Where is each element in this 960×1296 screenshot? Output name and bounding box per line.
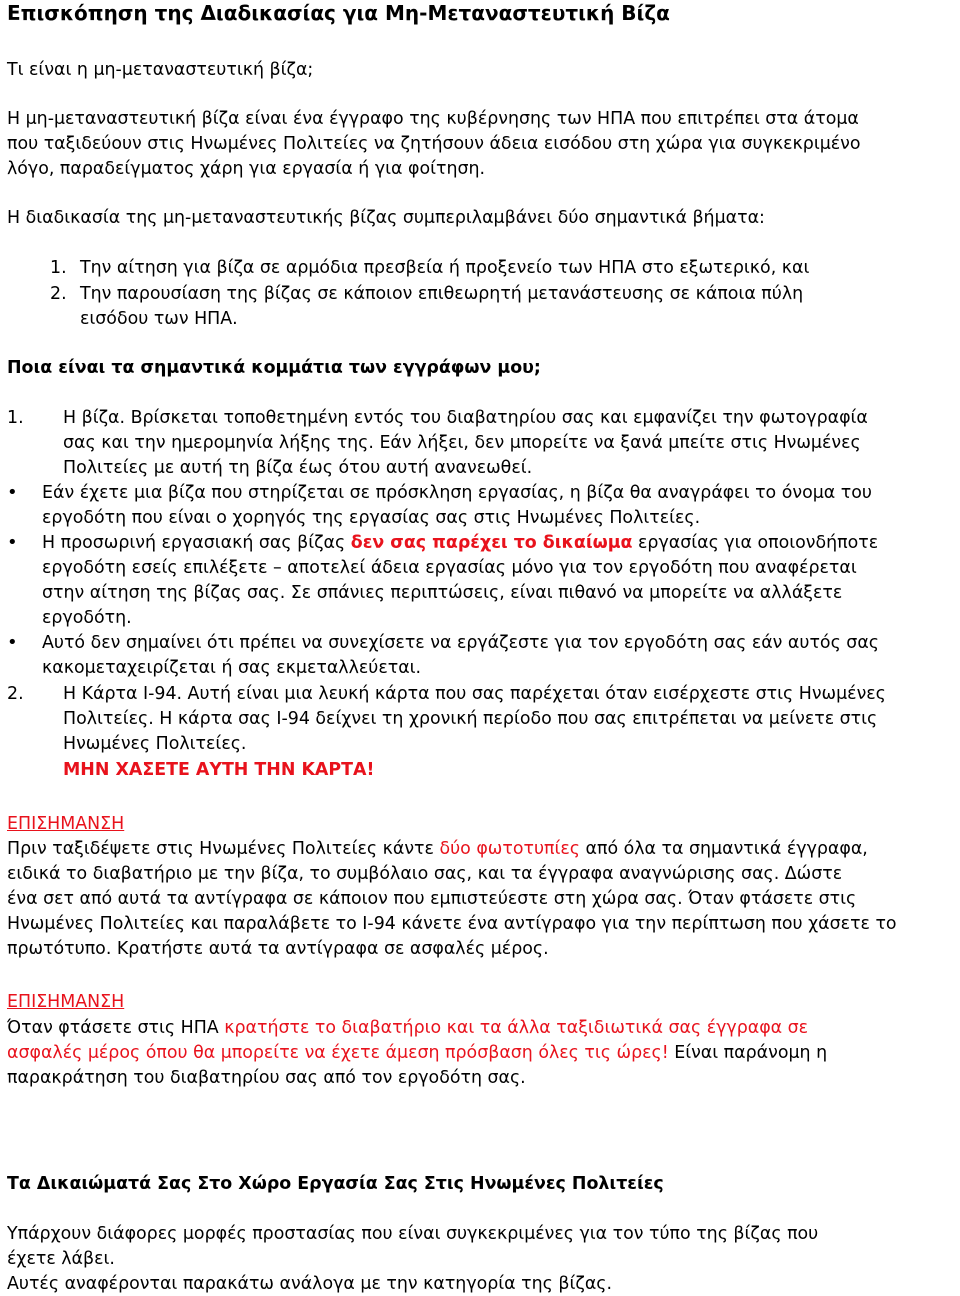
step-number: 2. — [50, 284, 67, 304]
note-text: ένα σετ από αυτά τα αντίγραφα σε κάποιον που εμπιστεύεστε στη χώρα σας. Όταν φτάσετε στις — [7, 889, 857, 909]
definition-line: λόγο, παραδείγματος χάρη για εργασία ή για φοίτηση. — [7, 159, 486, 179]
doc-number: 1. — [7, 408, 24, 428]
doc-text: Η Κάρτα I-94. Αυτή είναι μια λευκή κάρτα που σας παρέχεται όταν εισέρχεστε στις Ηνωμένες — [63, 684, 886, 704]
doc-text: Πολιτείες. Η κάρτα σας I-94 δείχνει τη χρονική περίοδο που σας επιτρέπεται να μείνετε στις — [63, 709, 878, 729]
bullet-text: στην αίτηση της βίζας σας. Σε σπάνιες περιπτώσεις, είναι πιθανό να μπορείτε να αλλάξετε — [42, 583, 843, 603]
text-run: Είναι παράνομη η — [668, 1043, 828, 1063]
step-text: Την παρουσίαση της βίζας σε κάποιον επιθεωρητή μετανάστευσης σε κάποια πύλη — [80, 284, 804, 304]
bullet-text: κακομεταχειρίζεται ή σας εκμεταλλεύεται. — [42, 658, 422, 678]
section-heading-documents: Ποια είναι τα σημαντικά κομμάτια των εγγράφων μου; — [7, 358, 541, 378]
note-text — [7, 837, 868, 861]
doc-number: 2. — [7, 684, 24, 704]
step-text: Την αίτηση για βίζα σε αρμόδια πρεσβεία ή προξενείο των ΗΠΑ στο εξωτερικό, και — [80, 258, 810, 278]
highlight-two-copies: δύο φωτοτυπίες — [439, 839, 580, 859]
definition-line: Η μη-μεταναστευτική βίζα είναι ένα έγγραφο της κυβέρνησης των ΗΠΑ που επιτρέπει στα άτομα — [7, 109, 859, 129]
text-run: Πριν ταξιδέψετε στις Ηνωμένες Πολιτείες κάντε — [7, 839, 440, 859]
bullet-text: Αυτό δεν σημαίνει ότι πρέπει να συνεχίσετε να εργάζεστε για τον εργοδότη σας εάν αυτός σας — [42, 633, 879, 653]
bullet-text: εργοδότη που είναι ο χορηγός της εργασίας σας στις Ηνωμένες Πολιτείες. — [42, 508, 701, 528]
warning-keep-card: ΜΗΝ ΧΑΣΕΤΕ ΑΥΤΗ ΤΗΝ ΚΑΡΤΑ! — [63, 760, 375, 780]
highlight-no-right: δεν σας παρέχει το δικαίωμα — [350, 533, 633, 553]
question-what-is-visa: Τι είναι η μη-μεταναστευτική βίζα; — [7, 60, 314, 80]
section-heading-rights: Τα Δικαιώματά Σας Στο Χώρο Εργασία Σας Στις Ηνωμένες Πολιτείες — [7, 1174, 664, 1194]
text-run: από όλα τα σημαντικά έγγραφα, — [579, 839, 868, 859]
text-run: εργασίας για οποιονδήποτε — [632, 533, 879, 553]
bullet-text — [42, 531, 878, 555]
rights-text: Υπάρχουν διάφορες μορφές προστασίας που είναι συγκεκριμένες για τον τύπο της βίζας που — [7, 1224, 819, 1244]
doc-text: Πολιτείες με αυτή τη βίζα έως ότου αυτή ανανεωθεί. — [63, 458, 533, 478]
text-run: Η προσωρινή εργασιακή σας βίζας — [42, 533, 351, 553]
note-text: Ηνωμένες Πολιτείες και παραλάβετε το I-94 κάνετε ένα αντίγραφο για την περίπτωση που χάσετε το — [7, 914, 897, 934]
highlight-safe-place: ασφαλές μέρος όπου θα μπορείτε να έχετε άμεση πρόσβαση όλες τις ώρες! — [7, 1043, 669, 1063]
step-number: 1. — [50, 258, 67, 278]
note-text: πρωτότυπο. Κρατήστε αυτά τα αντίγραφα σε ασφαλές μέρος. — [7, 939, 549, 959]
bullet-text: εργοδότη. — [42, 608, 132, 628]
bullet-icon: • — [7, 632, 18, 653]
doc-text: Η βίζα. Βρίσκεται τοποθετημένη εντός του διαβατηρίου σας και εμφανίζει την φωτογραφία — [63, 408, 868, 428]
note-heading: ΕΠΙΣΗΜΑΝΣΗ — [7, 992, 125, 1012]
bullet-icon: • — [7, 532, 18, 553]
rights-text: Αυτές αναφέρονται παρακάτω ανάλογα με την κατηγορία της βίζας. — [7, 1274, 613, 1294]
steps-intro: Η διαδικασία της μη-μεταναστευτικής βίζας συμπεριλαμβάνει δύο σημαντικά βήματα: — [7, 208, 765, 228]
note-text: ειδικά το διαβατήριο με την βίζα, το συμβόλαιο σας, και τα έγγραφα αναγνώρισης σας. Δώστε — [7, 864, 843, 884]
note-text — [7, 1016, 808, 1040]
bullet-text: Εάν έχετε μια βίζα που στηρίζεται σε πρόσκληση εργασίας, η βίζα θα αναγράφει το όνομα του — [42, 483, 872, 503]
text-run: Όταν φτάσετε στις ΗΠΑ — [7, 1018, 225, 1038]
note-text: παρακράτηση του διαβατηρίου σας από τον εργοδότη σας. — [7, 1068, 526, 1088]
step-text: εισόδου των ΗΠΑ. — [80, 309, 238, 329]
note-text — [7, 1041, 827, 1065]
doc-text: Ηνωμένες Πολιτείες. — [63, 734, 247, 754]
bullet-icon: • — [7, 482, 18, 503]
bullet-text: εργοδότη εσείς επιλέξετε – αποτελεί άδεια εργασίας μόνο για τον εργοδότη που αναφέρεται — [42, 558, 857, 578]
note-heading: ΕΠΙΣΗΜΑΝΣΗ — [7, 814, 125, 834]
doc-text: σας και την ημερομηνία λήξης της. Εάν λήξει, δεν μπορείτε να ξανά μπείτε στις Ηνωμένες — [63, 433, 861, 453]
page-title: Επισκόπηση της Διαδικασίας για Μη-Μεταναστευτική Βίζα — [7, 1, 670, 25]
rights-text: έχετε λάβει. — [7, 1249, 115, 1269]
highlight-keep-passport: κρατήστε το διαβατήριο και τα άλλα ταξιδιωτικά σας έγγραφα σε — [224, 1018, 809, 1038]
definition-line: που ταξιδεύουν στις Ηνωμένες Πολιτείες να ζητήσουν άδεια εισόδου στη χώρα για συγκεκριμένο — [7, 134, 861, 154]
